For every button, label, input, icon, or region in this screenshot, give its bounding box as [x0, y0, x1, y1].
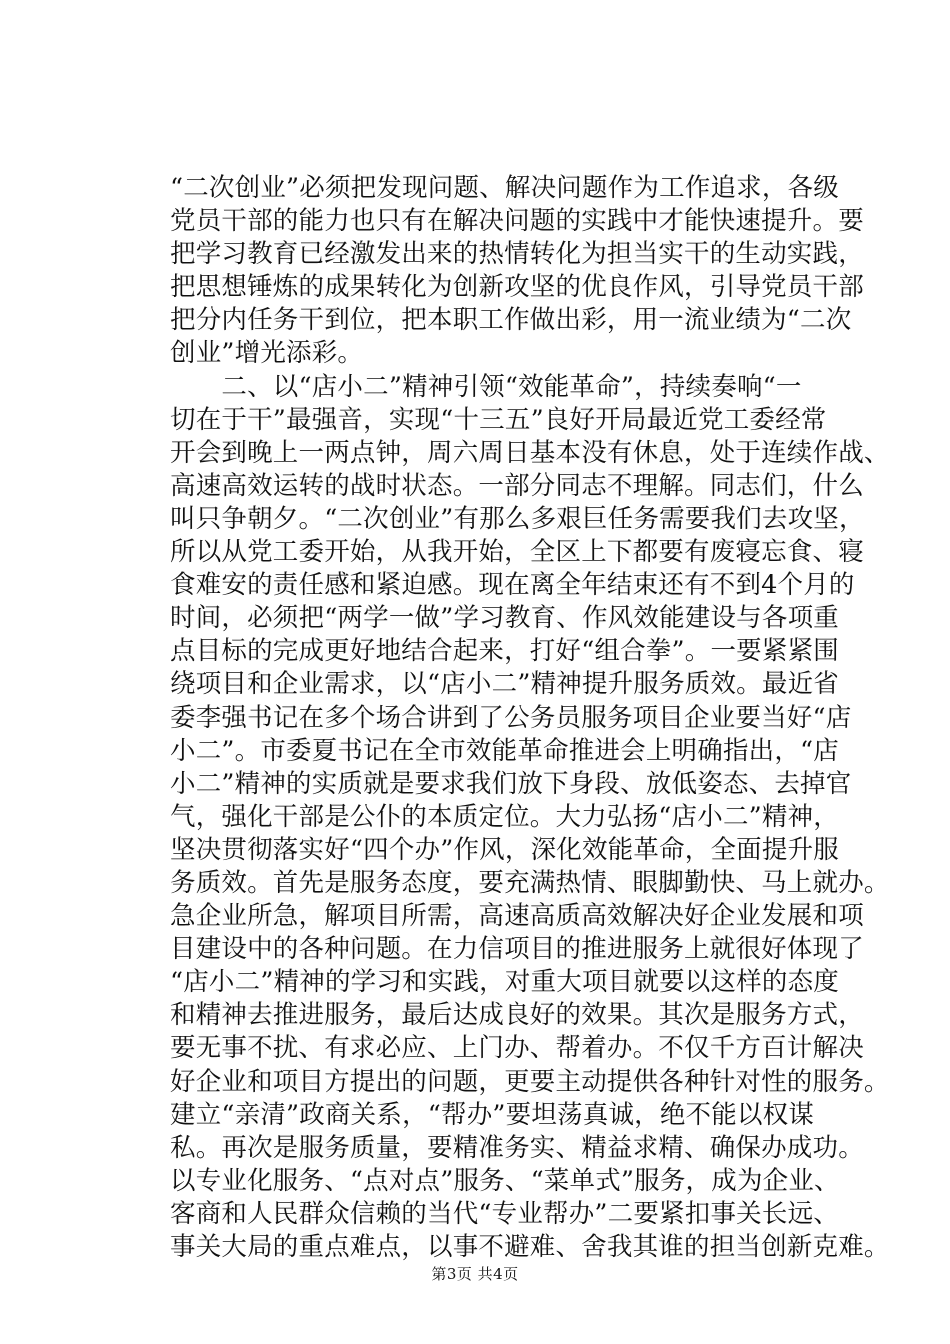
- text-line: 气，强化干部是公仆的本质定位。大力弘扬“店小二”精神，: [170, 801, 839, 832]
- text-line: “店小二”精神的学习和实践，对重大项目就要以这样的态度: [170, 967, 839, 998]
- text-line: 把分内任务干到位，把本职工作做出彩，用一流业绩为“二次: [170, 305, 852, 336]
- text-line: 时间，必须把“两学一做”学习教育、作风效能建设与各项重: [170, 603, 839, 634]
- text-line: 小二”。市委夏书记在全市效能革命推进会上明确指出，“店: [170, 735, 839, 766]
- text-line: 目建设中的各种问题。在力信项目的推进服务上就很好体现了: [170, 934, 864, 965]
- text-line: 客商和人民群众信赖的当代“专业帮办”二要紧扣事关长远、: [170, 1198, 839, 1229]
- text-line: 二、以“店小二”精神引领“效能革命”，持续奏响“一: [170, 371, 802, 402]
- document-body: [170, 172, 890, 1264]
- text-line: 创业”增光添彩。: [170, 338, 364, 369]
- text-line: 开会到晚上一两点钟，周六周日基本没有休息，处于连续作战、: [170, 437, 890, 468]
- text-line: 和精神去推进服务，最后达成良好的效果。其次是服务方式，: [170, 1000, 864, 1031]
- text-line: 事关大局的重点难点，以事不避难、舍我其谁的担当创新克难。: [170, 1232, 890, 1262]
- text-line: 建立“亲清”政商关系，“帮办”要坦荡真诚，绝不能以权谋: [170, 1099, 815, 1130]
- page-footer: 第3页 共4页: [431, 1265, 519, 1283]
- text-line: 叫只争朝夕。“二次创业”有那么多艰巨任务需要我们去攻坚，: [170, 503, 865, 534]
- text-line: 高速高效运转的战时状态。一部分同志不理解。同志们，什么: [170, 470, 864, 501]
- text-line: 绕项目和企业需求，以“店小二”精神提升服务质效。最近省: [170, 669, 839, 700]
- text-line: 要无事不扰、有求必应、上门办、帮着办。不仅千方百计解决: [170, 1033, 864, 1064]
- text-line: “二次创业”必须把发现问题、解决问题作为工作追求，各级: [170, 173, 839, 203]
- text-line: 以专业化服务、“点对点”服务、“菜单式”服务，成为企业、: [170, 1165, 840, 1196]
- text-line: 私。再次是服务质量，要精准务实、精益求精、确保办成功。: [170, 1132, 864, 1163]
- text-line: 急企业所急，解项目所需，高速高质高效解决好企业发展和项: [170, 901, 864, 932]
- text-line: 务质效。首先是服务态度，要充满热情、眼脚勤快、马上就办。: [170, 867, 890, 898]
- text-line: 坚决贯彻落实好“四个办”作风，深化效能革命，全面提升服: [170, 834, 839, 865]
- text-line: 委李强书记在多个场合讲到了公务员服务项目企业要当好“店: [170, 702, 852, 733]
- text-line: 小二”精神的实质就是要求我们放下身段、放低姿态、去掉官: [170, 768, 852, 799]
- text-line: 切在于干”最强音，实现“十三五”良好开局最近党工委经常: [170, 404, 827, 435]
- text-line: 把思想锤炼的成果转化为创新攻坚的优良作风，引导党员干部: [170, 272, 864, 303]
- text-line: 点目标的完成更好地结合起来，打好“组合拳”。一要紧紧围: [170, 636, 839, 667]
- text-line: 把学习教育已经激发出来的热情转化为担当实干的生动实践，: [170, 239, 864, 270]
- text-line: 好企业和项目方提出的问题，更要主动提供各种针对性的服务。: [170, 1066, 890, 1097]
- text-line: 党员干部的能力也只有在解决问题的实践中才能快速提升。要: [170, 206, 864, 237]
- text-line: 所以从党工委开始，从我开始，全区上下都要有废寝忘食、寝: [170, 537, 864, 568]
- text-line: 食难安的责任感和紧迫感。现在离全年结束还有不到4个月的: [170, 570, 855, 601]
